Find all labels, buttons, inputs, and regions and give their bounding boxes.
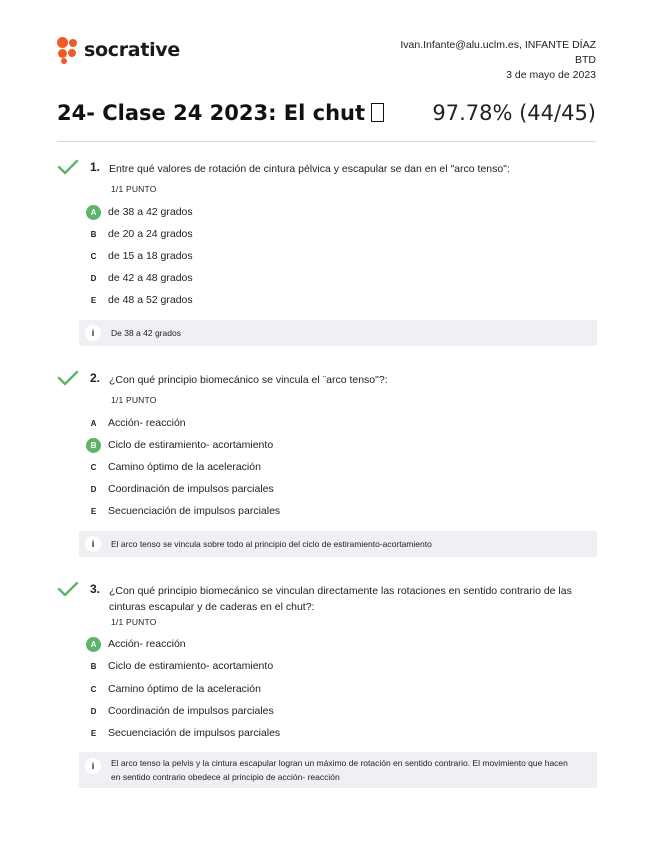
explanation-text: El arco tenso la pelvis y la cintura escapular logran un máximo de rotación en sentido contrario. El movimiento que hacen en sentido contrario obedece al principio de acción- reacción — [111, 758, 568, 782]
answer-text: Acción- reacción — [108, 638, 186, 650]
answer-text: Ciclo de estiramiento- acortamiento — [108, 439, 274, 451]
question-text: ¿Con qué principio biomecánico se vincula el ¨arco tenso"?: — [109, 374, 388, 386]
question-number: 1. — [90, 160, 101, 174]
missing-glyph-icon — [371, 103, 384, 122]
user-email-name: Ivan.Infante@alu.uclm.es, INFANTE DÍAZ — [400, 39, 596, 51]
question-number: 3. — [90, 582, 101, 596]
explanation-box — [79, 531, 597, 557]
answer-option — [86, 437, 273, 453]
logo-wordmark: socrative — [84, 39, 180, 61]
report-date: 3 de mayo de 2023 — [506, 69, 596, 81]
question-text: ¿Con qué principio biomecánico se vinculan directamente las rotaciones en sentido contrario de las cinturas escapular y de caderas en el chut?: — [109, 585, 572, 613]
answer-text: Secuenciación de impulsos parciales — [108, 505, 281, 517]
answer-option — [86, 270, 193, 286]
answer-letter: E — [90, 506, 97, 516]
socrative-logo — [57, 37, 180, 63]
answer-text: Ciclo de estiramiento- acortamiento — [108, 660, 274, 672]
answer-text: Camino óptimo de la aceleración — [108, 683, 261, 695]
question-2 — [57, 371, 597, 549]
answer-text: Coordinación de impulsos parciales — [108, 705, 274, 717]
question-points: 1/1 PUNTO — [111, 395, 157, 405]
answer-letter: D — [90, 273, 97, 283]
answer-option — [86, 226, 193, 242]
explanation-box — [79, 320, 597, 346]
answer-letter-correct: A — [86, 205, 101, 220]
answer-letter: D — [90, 484, 97, 494]
answer-option — [86, 681, 261, 697]
question-number: 2. — [90, 371, 101, 385]
answer-letter: C — [90, 251, 97, 261]
question-points: 1/1 PUNTO — [111, 184, 157, 194]
socrative-logo-icon — [57, 37, 79, 63]
quiz-score: 97.78% (44/45) — [432, 101, 596, 125]
answer-option — [86, 415, 186, 431]
quiz-title — [57, 101, 384, 125]
info-icon: i — [85, 758, 101, 774]
answer-letter: C — [90, 462, 97, 472]
answer-letter: C — [90, 684, 97, 694]
answer-option — [86, 703, 274, 719]
info-icon: i — [85, 325, 101, 341]
answer-option — [86, 459, 261, 475]
answer-letter: B — [90, 229, 97, 239]
user-class: BTD — [575, 54, 596, 66]
answer-text: de 48 a 52 grados — [108, 294, 193, 306]
correct-check-icon — [57, 580, 79, 598]
answer-letter-correct: B — [86, 438, 101, 453]
answer-letter: E — [90, 295, 97, 305]
answer-option — [86, 292, 193, 308]
explanation-text: El arco tenso se vincula sobre todo al principio del ciclo de estiramiento-acortamiento — [111, 539, 432, 549]
title-row — [57, 96, 596, 130]
answer-letter: A — [90, 418, 97, 428]
answer-letter: D — [90, 706, 97, 716]
answer-text: de 15 a 18 grados — [108, 250, 193, 262]
answer-option — [86, 658, 273, 674]
answer-option — [86, 725, 280, 741]
answer-letter: E — [90, 728, 97, 738]
question-1 — [57, 160, 597, 338]
explanation-box — [79, 752, 597, 788]
answer-text: Acción- reacción — [108, 417, 186, 429]
answer-text: de 20 a 24 grados — [108, 228, 193, 240]
question-points: 1/1 PUNTO — [111, 617, 157, 627]
correct-check-icon — [57, 369, 79, 387]
answer-option — [86, 503, 280, 519]
question-3 — [57, 582, 597, 782]
info-icon: i — [85, 536, 101, 552]
answer-text: de 38 a 42 grados — [108, 206, 193, 218]
correct-check-icon — [57, 158, 79, 176]
answer-text: Secuenciación de impulsos parciales — [108, 727, 281, 739]
answer-option — [86, 204, 193, 220]
answer-text: Camino óptimo de la aceleración — [108, 461, 261, 473]
answer-text: Coordinación de impulsos parciales — [108, 483, 274, 495]
answer-letter: B — [90, 661, 97, 671]
quiz-title-text: 24- Clase 24 2023: El chut — [57, 101, 366, 125]
answer-text: de 42 a 48 grados — [108, 272, 193, 284]
user-info — [400, 38, 596, 83]
answer-letter-correct: A — [86, 637, 101, 652]
question-text: Entre qué valores de rotación de cintura pélvica y escapular se dan en el "arco tenso": — [109, 163, 510, 175]
answer-option — [86, 248, 193, 264]
header-divider — [57, 141, 596, 142]
explanation-text: De 38 a 42 grados — [111, 328, 181, 338]
answer-option — [86, 636, 186, 652]
answer-option — [86, 481, 274, 497]
